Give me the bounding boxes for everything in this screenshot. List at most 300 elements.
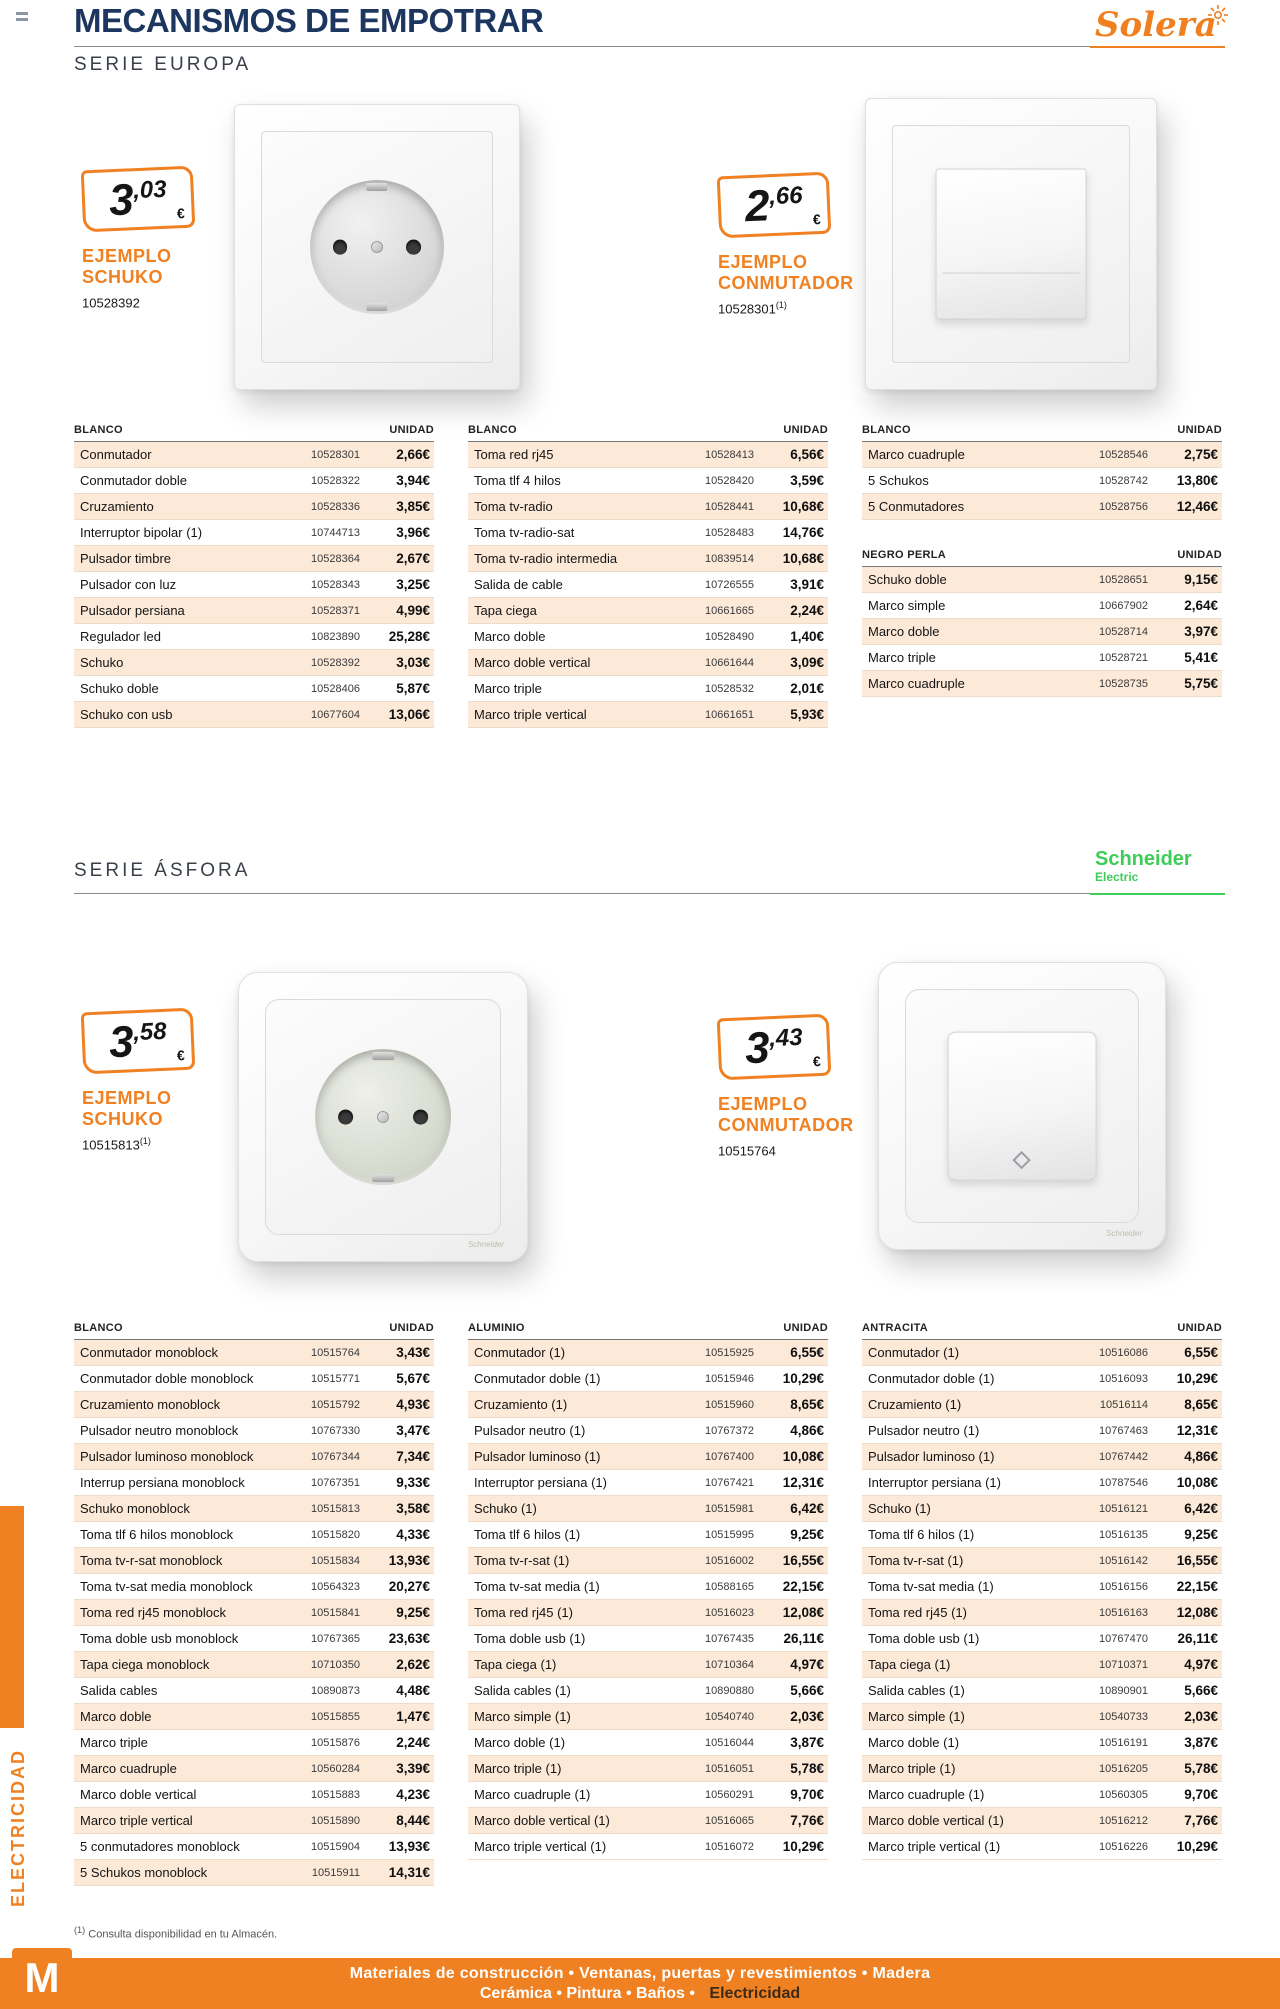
schneider-wordmark: Schneider [1095,848,1192,870]
product-code: 10528392 [311,656,360,669]
table-row [74,624,434,650]
table-row [74,1600,434,1626]
product-price: 5,75€ [1184,676,1218,691]
table-row [862,442,1222,468]
table-row [74,1678,434,1704]
product-name: Marco doble (1) [474,1735,566,1750]
price-decimals: ,66 [768,181,804,211]
product-price: 1,40€ [790,629,824,644]
table-row [74,1340,434,1366]
product-price: 23,63€ [388,1631,430,1646]
product-photo-europa-switch [865,98,1157,390]
example-label: EJEMPLO [718,252,808,272]
product-name: Marco cuadruple (1) [868,1787,985,1802]
switch-rocker [936,169,1087,320]
product-code: 10516135 [1099,1528,1148,1541]
table-row [862,1392,1222,1418]
product-price: 9,25€ [396,1605,430,1620]
table-row [862,1470,1222,1496]
product-code: 10677604 [311,708,360,721]
footer-line2-items: Cerámica • Pintura • Baños • [479,1985,695,2002]
table-unit-label: UNIDAD [389,1322,434,1334]
product-price: 3,97€ [1184,624,1218,639]
price-tag [717,1014,832,1081]
product-name: Toma doble usb monoblock [80,1631,239,1646]
product-code: 10516205 [1099,1762,1148,1775]
product-name: Interrup persiana monoblock [80,1475,245,1490]
product-price: 5,78€ [1184,1761,1218,1776]
earth-clip-bottom [372,1174,394,1182]
euro-sign: € [176,204,186,222]
product-code: 10767421 [705,1476,754,1489]
product-price: 8,44€ [396,1813,430,1828]
solera-sun-icon [1207,4,1229,26]
product-name: Marco cuadruple (1) [474,1787,591,1802]
product-price: 13,06€ [388,707,430,722]
product-code: 10767435 [705,1632,754,1645]
product-code: 10528546 [1099,448,1148,461]
product-price: 13,93€ [388,1839,430,1854]
product-code: 10528483 [705,526,754,539]
product-name: Schuko doble [80,681,159,696]
product-name: Toma red rj45 (1) [474,1605,573,1620]
product-price: 1,47€ [396,1709,430,1724]
table-unit-label: UNIDAD [783,424,828,436]
table-row [862,1652,1222,1678]
table-row [74,468,434,494]
product-price: 26,11€ [783,1631,824,1646]
product-price: 2,64€ [1184,598,1218,613]
product-price: 2,62€ [396,1657,430,1672]
socket-hole-right [406,240,421,255]
table-row [862,1782,1222,1808]
price-tag [717,172,832,239]
product-price: 2,66€ [396,447,430,462]
product-name: Pulsador neutro (1) [474,1423,586,1438]
product-name: Toma tlf 4 hilos [474,473,561,488]
product-code: 10540733 [1099,1710,1148,1723]
product-name: Marco doble (1) [868,1735,960,1750]
product-code: 10528336 [311,500,360,513]
product-price: 3,03€ [396,655,430,670]
example-price-asfora-conmutador [718,1016,888,1158]
product-price: 3,58€ [396,1501,430,1516]
switch-plate [865,98,1157,390]
product-name: Salida cables [80,1683,158,1698]
table-row [74,1366,434,1392]
product-price: 10,08€ [782,1449,824,1464]
product-name: Tapa ciega (1) [474,1657,557,1672]
product-price: 7,34€ [396,1449,430,1464]
table-row [74,442,434,468]
product-code: 10516093 [1099,1372,1148,1385]
example-code: 10515764 [718,1143,776,1159]
earth-clip-top [366,183,387,191]
product-name: Toma tv-sat media monoblock [80,1579,253,1594]
table-row [862,1626,1222,1652]
product-code: 10528742 [1099,474,1148,487]
product-name: Toma doble usb (1) [868,1631,980,1646]
table-row [468,1652,828,1678]
product-price: 6,42€ [790,1501,824,1516]
product-code: 10710350 [311,1658,360,1671]
product-code: 10516002 [705,1554,754,1567]
table-row [74,1808,434,1834]
product-price: 9,70€ [1184,1787,1218,1802]
product-name: Schuko monoblock [80,1501,190,1516]
rocker-diamond-icon [1013,1151,1031,1169]
table-row [862,1678,1222,1704]
product-code: 10661665 [705,604,754,617]
table-header [862,1318,1222,1340]
table-unit-label: UNIDAD [1177,549,1222,561]
product-code: 10528721 [1099,651,1148,664]
product-price: 2,75€ [1184,447,1218,462]
product-name: Pulsador neutro (1) [868,1423,980,1438]
product-code: 10516072 [705,1840,754,1853]
product-code: 10560291 [705,1788,754,1801]
product-code: 10528651 [1099,573,1148,586]
product-name: Schuko doble [868,572,947,587]
price-table-europa-blanco-3 [862,420,1222,520]
product-code: 10515925 [705,1346,754,1359]
product-code: 10515883 [311,1788,360,1801]
product-price: 10,68€ [782,499,824,514]
product-name: 5 conmutadores monoblock [80,1839,240,1854]
product-price: 12,46€ [1176,499,1218,514]
asfora-divider-accent [1090,893,1225,895]
product-price: 3,39€ [396,1761,430,1776]
table-row [468,650,828,676]
price-integer: 3 [744,1023,771,1074]
earth-clip-bottom [366,303,387,311]
product-name: Toma tv-sat media (1) [474,1579,600,1594]
product-name: Conmutador (1) [474,1345,566,1360]
socket-frame [261,131,494,364]
product-price: 3,96€ [396,525,430,540]
product-name: Pulsador persiana [80,603,185,618]
table-color-label: BLANCO [74,1322,123,1334]
center-screw [377,1111,389,1123]
table-row [74,702,434,728]
product-code: 10528364 [311,552,360,565]
product-name: Marco doble [868,624,940,639]
product-name: Marco doble vertical (1) [868,1813,1004,1828]
table-row [862,619,1222,645]
product-name: Salida cables (1) [474,1683,571,1698]
table-row [468,1756,828,1782]
product-code: 10560284 [311,1762,360,1775]
table-row [468,676,828,702]
socket-plate [234,104,520,390]
product-code: 10528490 [705,630,754,643]
example-price-europa-conmutador [718,174,888,316]
series-asfora-heading: SERIE ÁSFORA [74,860,251,881]
product-price: 10,68€ [782,551,824,566]
product-name: Toma tv-radio-sat [474,525,575,540]
product-name: Marco triple vertical (1) [868,1839,1001,1854]
header-divider-accent [1090,46,1225,48]
product-price: 6,55€ [790,1345,824,1360]
schneider-brandmark: Schneider [1106,1228,1143,1238]
table-color-label: BLANCO [468,424,517,436]
product-name: Marco cuadruple [868,447,965,462]
table-row [468,1444,828,1470]
table-row [862,1366,1222,1392]
table-unit-label: UNIDAD [389,424,434,436]
table-row [468,494,828,520]
table-row [74,1652,434,1678]
product-name: Pulsador timbre [80,551,172,566]
product-price: 10,08€ [1176,1475,1218,1490]
table-row [862,1808,1222,1834]
socket-hole-right [413,1110,428,1125]
product-name: Toma red rj45 (1) [868,1605,967,1620]
product-code: 10890901 [1099,1684,1148,1697]
product-price: 6,55€ [1184,1345,1218,1360]
table-row [862,468,1222,494]
product-name: Schuko con usb [80,707,173,722]
product-code: 10528343 [311,578,360,591]
product-price: 2,67€ [396,551,430,566]
product-price: 20,27€ [388,1579,430,1594]
product-name: Marco triple (1) [868,1761,956,1776]
example-product: CONMUTADOR [718,1115,854,1135]
product-price: 5,66€ [1184,1683,1218,1698]
product-price: 4,23€ [396,1787,430,1802]
product-price: 2,24€ [396,1735,430,1750]
table-row [862,1340,1222,1366]
product-price: 3,91€ [790,577,824,592]
product-name: Marco triple (1) [474,1761,562,1776]
table-row [862,1522,1222,1548]
product-name: Toma tlf 6 hilos monoblock [80,1527,234,1542]
product-photo-europa-schuko [234,104,520,390]
product-price: 10,29€ [1176,1371,1218,1386]
table-row [468,572,828,598]
center-screw [371,241,383,253]
product-name: Toma tlf 6 hilos (1) [474,1527,581,1542]
product-name: Conmutador (1) [868,1345,960,1360]
table-row [74,1756,434,1782]
socket-hole-left [338,1110,353,1125]
product-code: 10516191 [1099,1736,1148,1749]
product-code: 10515960 [705,1398,754,1411]
schuko-socket-icon [315,1049,451,1185]
product-price: 4,86€ [1184,1449,1218,1464]
product-code: 10710364 [705,1658,754,1671]
product-code: 10515813 [311,1502,360,1515]
solera-wordmark: Solera [1095,5,1217,45]
table-row [74,1782,434,1808]
product-code: 10528406 [311,682,360,695]
product-photo-asfora-switch [878,962,1166,1250]
product-price: 3,94€ [396,473,430,488]
product-code: 10528714 [1099,625,1148,638]
price-table-europa-blanco-1 [74,420,434,728]
product-code: 10515771 [311,1372,360,1385]
price-table-asfora-aluminio [468,1318,828,1860]
table-row [862,593,1222,619]
product-price: 5,93€ [790,707,824,722]
example-code: 10528392 [82,295,140,311]
product-name: Marco doble [474,629,546,644]
product-photo-asfora-schuko [238,972,528,1262]
table-row [468,1626,828,1652]
product-code: 10516212 [1099,1814,1148,1827]
rocker-seam [943,273,1080,274]
product-name: 5 Schukos [868,473,929,488]
price-integer: 3 [108,1017,135,1068]
product-name: Schuko (1) [474,1501,537,1516]
product-price: 7,76€ [1184,1813,1218,1828]
product-code: 10839514 [705,552,754,565]
product-name: Schuko [80,655,124,670]
table-row [74,1704,434,1730]
table-row [74,650,434,676]
product-code: 10515946 [705,1372,754,1385]
table-row [74,572,434,598]
table-row [468,702,828,728]
example-label: EJEMPLO [718,1094,808,1114]
product-code: 10516086 [1099,1346,1148,1359]
product-name: Toma tlf 6 hilos (1) [868,1527,975,1542]
product-code: 10767400 [705,1450,754,1463]
product-price: 2,03€ [790,1709,824,1724]
availability-footnote: $^{(1)}$ Consulta disponibilidad en tu Almacén. [74,1925,278,1941]
product-name: Cruzamiento monoblock [80,1397,221,1412]
product-code: 10515911 [311,1866,360,1879]
product-price: 3,47€ [396,1423,430,1438]
product-code: 10890880 [705,1684,754,1697]
table-row [74,1730,434,1756]
table-header [74,1318,434,1340]
product-code: 10767330 [311,1424,360,1437]
price-integer: 2 [744,181,771,232]
product-code: 10515855 [311,1710,360,1723]
product-price: 5,87€ [396,681,430,696]
product-name: Pulsador con luz [80,577,177,592]
product-code: 10516156 [1099,1580,1148,1593]
product-price: 5,67€ [396,1371,430,1386]
product-code: 10515834 [311,1554,360,1567]
table-row [74,598,434,624]
product-code: 10560305 [1099,1788,1148,1801]
product-name: Interruptor persiana (1) [474,1475,607,1490]
product-code: 10710371 [1099,1658,1148,1671]
product-name: Marco doble vertical [80,1787,197,1802]
product-price: 3,85€ [396,499,430,514]
table-color-label: ALUMINIO [468,1322,525,1334]
product-price: 4,97€ [1184,1657,1218,1672]
product-name: Conmutador monoblock [80,1345,219,1360]
product-price: 3,87€ [790,1735,824,1750]
product-name: Toma red rj45 monoblock [80,1605,226,1620]
product-name: Pulsador luminoso (1) [474,1449,601,1464]
table-row [468,1522,828,1548]
product-code: 10564323 [311,1580,360,1593]
product-name: Toma tv-sat media (1) [868,1579,994,1594]
product-code: 10767372 [705,1424,754,1437]
table-row [468,1574,828,1600]
product-price: 2,03€ [1184,1709,1218,1724]
table-row [74,1418,434,1444]
table-row [862,1704,1222,1730]
product-price: 4,48€ [396,1683,430,1698]
product-name: Salida de cable [474,577,563,592]
product-price: 4,33€ [396,1527,430,1542]
product-code: 10516065 [705,1814,754,1827]
product-code: 10890873 [311,1684,360,1697]
section-label-vertical: ELECTRICIDAD [8,1749,28,1907]
table-row [862,1418,1222,1444]
product-name: Marco doble vertical (1) [474,1813,610,1828]
table-row [862,645,1222,671]
product-code: 10515995 [705,1528,754,1541]
product-name: Marco cuadruple [868,676,965,691]
product-name: Marco simple (1) [474,1709,571,1724]
product-code: 10661651 [705,708,754,721]
table-row [74,494,434,520]
product-code: 10516121 [1099,1502,1148,1515]
product-code: 10528756 [1099,500,1148,513]
product-price: 9,33€ [396,1475,430,1490]
product-code: 10726555 [705,578,754,591]
product-price: 22,15€ [782,1579,824,1594]
table-row [862,1730,1222,1756]
table-row [74,1574,434,1600]
product-price: 6,56€ [790,447,824,462]
product-name: Schuko (1) [868,1501,931,1516]
product-name: Salida cables (1) [868,1683,965,1698]
product-name: Marco cuadruple [80,1761,177,1776]
product-code: 10767442 [1099,1450,1148,1463]
table-row [468,520,828,546]
example-label: EJEMPLO [82,246,172,266]
product-name: Cruzamiento [80,499,154,514]
product-price: 14,76€ [782,525,824,540]
product-price: 4,93€ [396,1397,430,1412]
euro-sign: € [812,1052,822,1070]
switch-frame [892,125,1130,363]
table-color-label: ANTRACITA [862,1322,929,1334]
product-name: Marco triple [80,1735,148,1750]
product-price: 5,78€ [790,1761,824,1776]
product-code: 10516163 [1099,1606,1148,1619]
product-name: Toma doble usb (1) [474,1631,586,1646]
product-name: Toma tv-r-sat monoblock [80,1553,223,1568]
price-decimals: ,03 [132,175,168,205]
product-code: 10744713 [311,526,360,539]
product-code: 10528735 [1099,677,1148,690]
product-code: 10515904 [311,1840,360,1853]
product-code: 10767470 [1099,1632,1148,1645]
product-code: 10767344 [311,1450,360,1463]
example-price-asfora-schuko [82,1010,252,1152]
table-row [74,1548,434,1574]
product-name: Toma tv-r-sat (1) [868,1553,964,1568]
table-row [862,1574,1222,1600]
product-code: 10516226 [1099,1840,1148,1853]
product-code: 10515792 [311,1398,360,1411]
product-name: Pulsador neutro monoblock [80,1423,239,1438]
product-price: 16,55€ [1176,1553,1218,1568]
table-row [468,1418,828,1444]
product-code: 10515876 [311,1736,360,1749]
product-name: Toma red rj45 [474,447,554,462]
product-code: 10516044 [705,1736,754,1749]
table-row [862,1444,1222,1470]
